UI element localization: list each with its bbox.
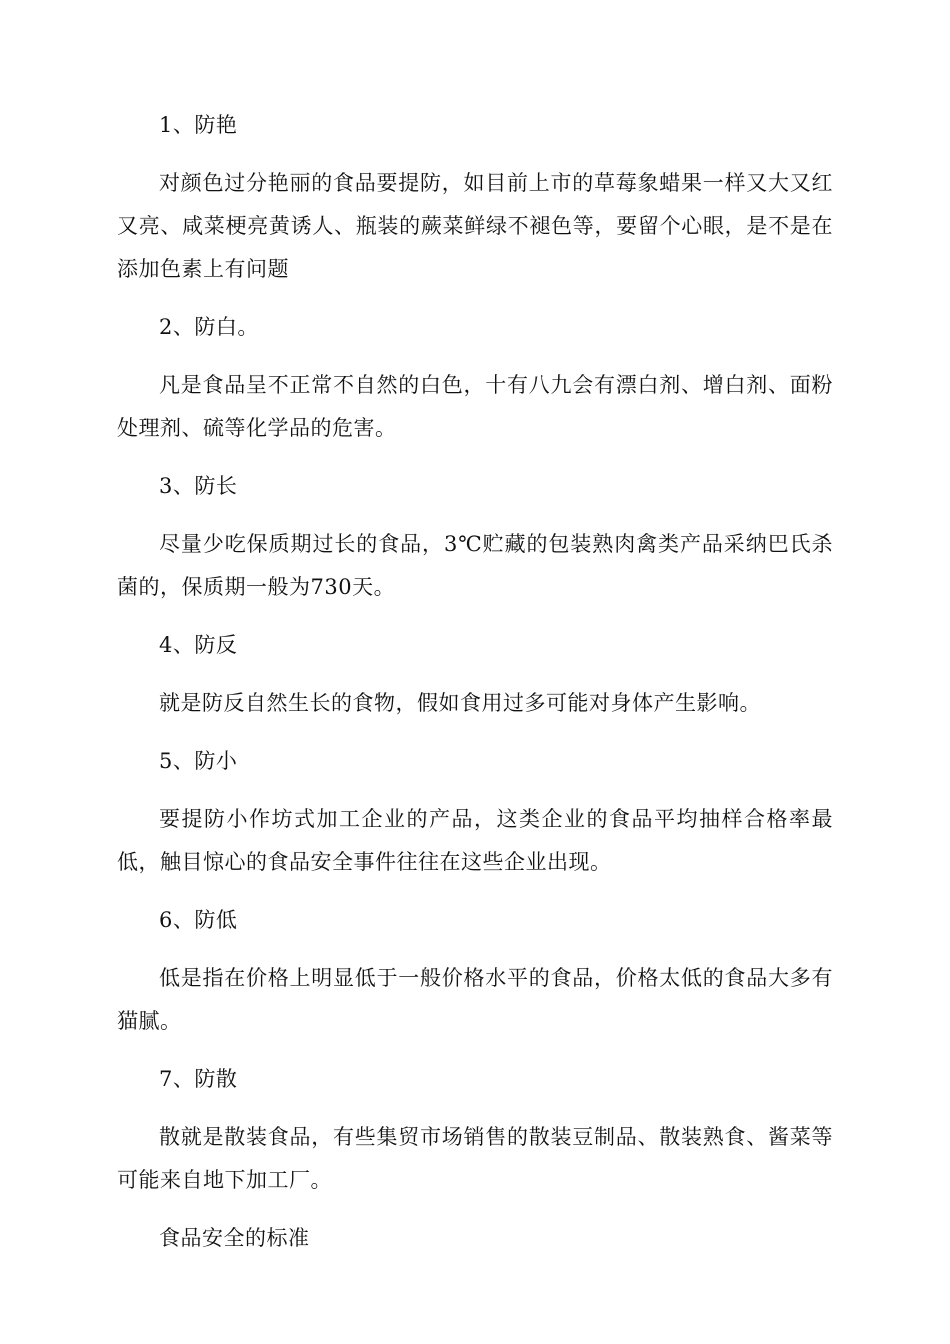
section-body-1: 对颜色过分艳丽的食品要提防，如目前上市的草莓象蜡果一样又大又红又亮、咸菜梗亮黄诱人、瓶装的蕨菜鲜绿不褪色等，要留个心眼，是不是在添加色素上有问题: [117, 171, 833, 281]
section-heading-7: 7、防散: [159, 1067, 238, 1091]
section-heading-3: 3、防长: [159, 474, 238, 498]
section-body-7: 散就是散装食品，有些集贸市场销售的散装豆制品、散装熟食、酱菜等可能来自地下加工厂。: [117, 1125, 833, 1192]
section-heading-standard: 食品安全的标准: [159, 1226, 310, 1250]
section-body-2: 凡是食品呈不正常不自然的白色，十有八九会有漂白剂、增白剂、面粉处理剂、硫等化学品的危害。: [117, 373, 833, 440]
section-body-5: 要提防小作坊式加工企业的产品，这类企业的食品平均抽样合格率最低，触目惊心的食品安全事件往往在这些企业出现。: [117, 807, 833, 874]
section-body-4: 就是防反自然生长的食物，假如食用过多可能对身体产生影响。: [159, 691, 761, 715]
section-heading-2: 2、防白。: [159, 315, 259, 339]
section-heading-5: 5、防小: [159, 749, 238, 773]
section-heading-1: 1、防艳: [159, 113, 238, 137]
document-page: [117, 104, 833, 1275]
section-heading-4: 4、防反: [159, 633, 238, 657]
section-body-6: 低是指在价格上明显低于一般价格水平的食品，价格太低的食品大多有猫腻。: [117, 966, 833, 1033]
section-heading-6: 6、防低: [159, 908, 238, 932]
section-body-3: 尽量少吃保质期过长的食品，3℃贮藏的包装熟肉禽类产品采纳巴氏杀菌的，保质期一般为730天。: [117, 532, 833, 599]
